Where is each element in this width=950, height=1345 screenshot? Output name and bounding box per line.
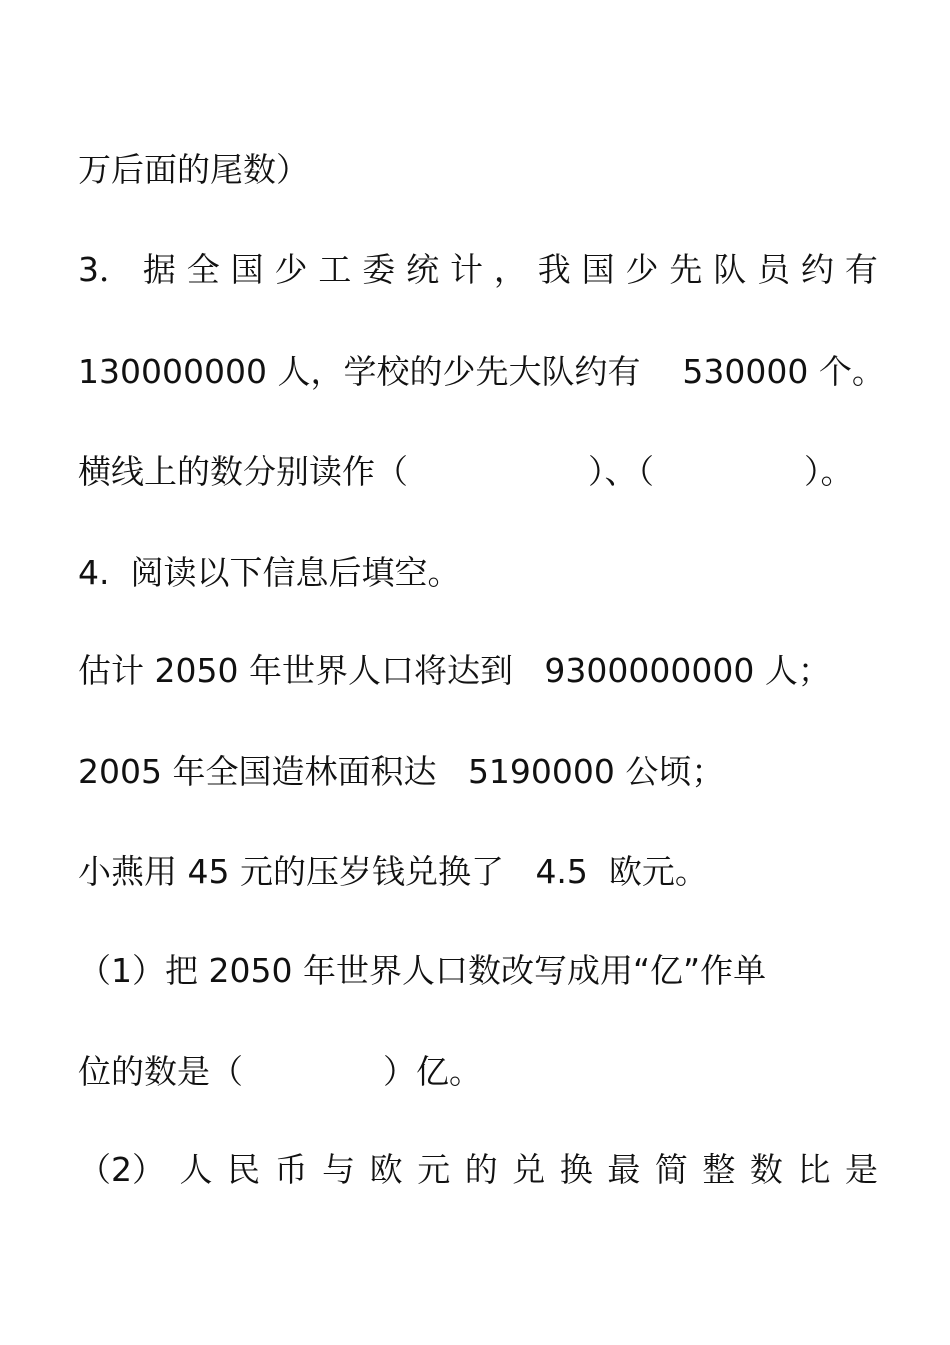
char-12: 整 (702, 1150, 736, 1189)
char-6: 委 (362, 250, 396, 289)
char-7: 统 (406, 250, 440, 289)
char-13: 先 (669, 250, 703, 289)
char-5: 欧 (369, 1150, 403, 1189)
text-line-1: 万后面的尾数） (78, 150, 309, 189)
char-8: 计 (450, 250, 483, 289)
text-segment: ）。 (804, 452, 854, 491)
char-2: 民 (227, 1150, 261, 1189)
char-0: （2） (78, 1150, 165, 1189)
char-14: 比 (797, 1150, 831, 1189)
char-5: 工 (318, 250, 352, 289)
text-segment: ）、（ (588, 452, 654, 491)
text-line-8: 小燕用 45 元的压岁钱兑换了 4.5 欧元。 (78, 852, 708, 891)
char-0: 3． (78, 250, 132, 289)
char-14: 队 (713, 250, 747, 289)
text-line-7: 2005 年全国造林面积达 5190000 公顷； (78, 752, 725, 791)
char-13: 数 (749, 1150, 783, 1189)
char-8: 兑 (512, 1150, 546, 1189)
text-line-3: 130000000 人，学校的少先大队约有 530000 个。 (78, 352, 885, 391)
text-segment: ）亿。 (383, 1052, 482, 1091)
char-10: 我 (537, 250, 571, 289)
char-6: 元 (417, 1150, 451, 1189)
question-4-part-1: （1）把 2050 年世界人口数改写成用“亿”作单 (78, 951, 767, 990)
question-4-heading: 4. 阅读以下信息后填空。 (78, 553, 461, 592)
char-9: ， (493, 250, 527, 289)
char-12: 少 (625, 250, 659, 289)
question-4-part-1-blank-line (78, 1052, 482, 1092)
text-segment: 位的数是（ (78, 1052, 243, 1091)
char-4: 与 (322, 1150, 356, 1189)
char-17: 有 (844, 250, 878, 289)
char-9: 换 (559, 1150, 593, 1189)
char-11: 简 (654, 1150, 688, 1189)
char-2: 全 (186, 250, 220, 289)
char-1: 据 (142, 250, 176, 289)
char-15: 是 (844, 1150, 878, 1189)
question-4-part-2 (78, 1150, 878, 1190)
char-10: 最 (607, 1150, 641, 1189)
char-4: 少 (274, 250, 308, 289)
char-11: 国 (581, 250, 615, 289)
char-7: 的 (464, 1150, 498, 1189)
text-line-6: 估计 2050 年世界人口将达到 9300000000 人； (78, 651, 831, 690)
question-3-blanks-line (78, 452, 854, 492)
question-3-line (78, 250, 878, 290)
text-segment: 横线上的数分别读作（ (78, 452, 408, 491)
char-3: 国 (230, 250, 264, 289)
char-1: 人 (179, 1150, 213, 1189)
char-16: 约 (801, 250, 834, 289)
char-3: 币 (274, 1150, 308, 1189)
char-15: 员 (757, 250, 791, 289)
